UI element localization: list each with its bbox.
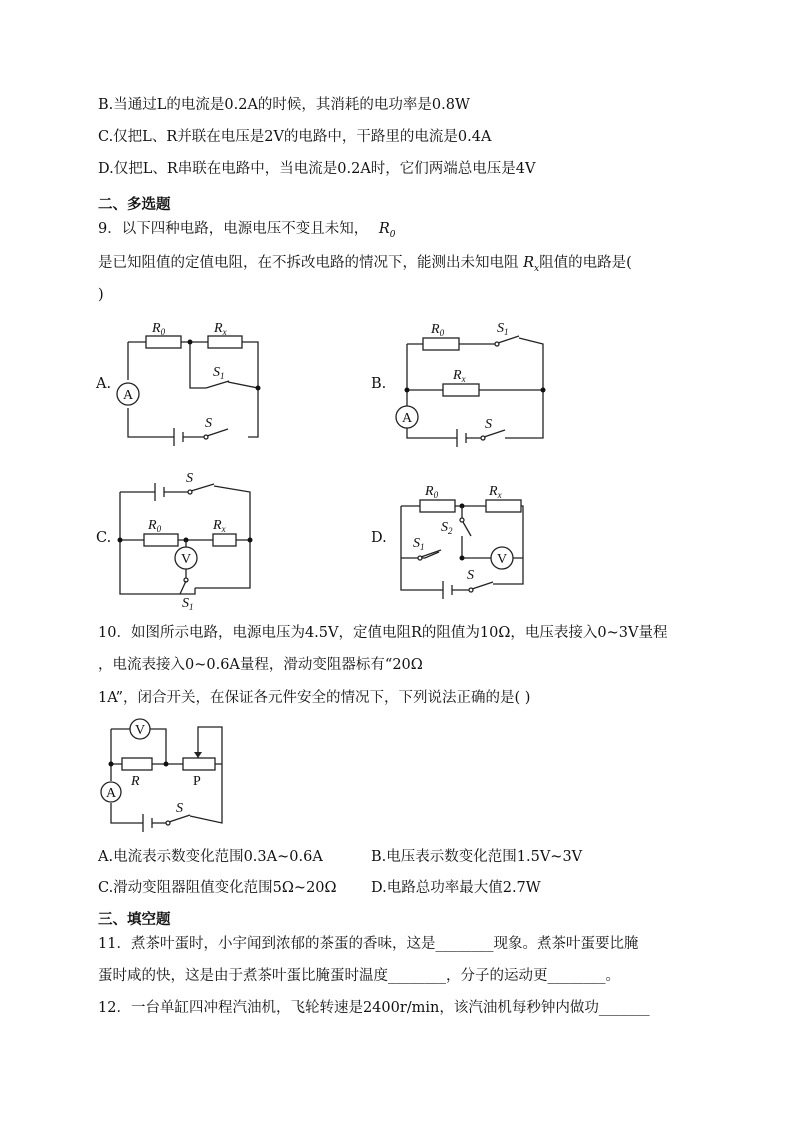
switch-s1 <box>498 336 519 343</box>
svg-text:P: P <box>193 774 201 789</box>
svg-text:S2: $S_2$ <box>441 520 453 536</box>
resistor-rx <box>208 336 242 348</box>
svg-text:S1: $S_1$ <box>182 596 194 612</box>
svg-text:R0: $R_0$ <box>148 518 162 534</box>
svg-text:R: R <box>131 774 140 789</box>
resistor-rx <box>486 500 521 512</box>
q10-option-c: C.滑动变阻器阻值变化范围5Ω~20Ω <box>98 880 337 896</box>
svg-text:S1: $S_1$ <box>413 536 425 552</box>
svg-text:S1: $S_1$ <box>213 365 225 381</box>
svg-text:S: S <box>176 801 183 816</box>
q10-stem-line-3: 1A”，闭合开关，在保证各元件安全的情况下，下列说法正确的是( ) <box>98 690 531 706</box>
svg-text:A: A <box>106 786 117 801</box>
q9-option-c-label: C. <box>96 530 112 546</box>
svg-text:R0: $R_0$ <box>425 484 439 500</box>
q10-stem-line-1: 10．如图所示电路，电源电压为4.5V，定值电阻R的阻值为10Ω，电压表接入0~3V量程 <box>98 625 668 641</box>
svg-text:S: S <box>186 471 193 486</box>
q10-option-d: D.电路总功率最大值2.7W <box>371 880 541 896</box>
switch-s <box>169 815 190 822</box>
section-heading-multiple-choice: 二、多选题 <box>98 197 171 213</box>
switch-s1 <box>180 581 186 594</box>
resistor-r0 <box>423 338 459 350</box>
svg-text:S: S <box>205 416 212 431</box>
svg-text:Rx: $R_x$ <box>453 368 466 384</box>
svg-text:V: V <box>181 552 192 567</box>
resistor-r0 <box>146 336 181 348</box>
q9-stem-line-1 <box>98 219 396 245</box>
resistor-r0 <box>420 500 455 512</box>
q9-option-d-label: D. <box>371 530 387 546</box>
q10-stem-line-2: ，电流表接入0~0.6A量程，滑动变阻器标有“20Ω <box>98 657 423 673</box>
q9-option-b-label: B. <box>371 376 387 392</box>
svg-text:Rx: $R_x$ <box>489 484 502 500</box>
switch-s1 <box>206 381 229 388</box>
q8-option-d: D.仅把L、R串联在电路中，当电流是0.2A时，它们两端总电压是4V <box>98 161 536 177</box>
q10-option-a: A.电流表示数变化范围0.3A~0.6A <box>98 849 323 865</box>
svg-text:S1: $S_1$ <box>497 321 509 337</box>
circuit-diagram-b <box>385 310 555 445</box>
q9-stem-text-2b: 阻值的电路是( <box>539 255 632 271</box>
q9-rx-symbol: $R_x$ <box>523 255 540 274</box>
section-heading-fill-in-blank: 三、填空题 <box>98 912 171 928</box>
resistor-r0 <box>144 534 178 546</box>
svg-text:S: S <box>467 568 474 583</box>
q9-stem-text-2a: 是已知阻值的定值电阻，在不拆改电路的情况下，能测出未知电阻 <box>98 255 519 271</box>
q12-line-1: 12．一台单缸四冲程汽油机，飞轮转速是2400r/min，该汽油机每秒钟内做功_______ <box>98 1000 650 1016</box>
circuit-diagram-a <box>110 310 270 445</box>
q9-stem-text-1: 9．以下四种电路，电源电压不变且未知， <box>98 221 369 237</box>
svg-text:Rx: $R_x$ <box>214 321 227 337</box>
q9-option-a-label: A. <box>96 376 112 392</box>
svg-text:R0: $R_0$ <box>152 321 166 337</box>
q8-option-b: B.当通过L的电流是0.2A的时候，其消耗的电功率是0.8W <box>98 97 470 113</box>
q11-line-1: 11．煮茶叶蛋时，小宇闻到浓郁的茶蛋的香味，这是________现象。煮茶叶蛋要比腌 <box>98 936 639 952</box>
q8-option-c: C.仅把L、R并联在电压是2V的电路中，干路里的电流是0.4A <box>98 129 492 145</box>
resistor-rx <box>443 384 479 396</box>
svg-text:V: V <box>497 552 508 567</box>
q11-line-2: 蛋时咸的快，这是由于煮茶叶蛋比腌蛋时温度________，分子的运动更________。 <box>98 968 620 984</box>
circuit-diagram-c <box>110 468 270 613</box>
svg-text:A: A <box>402 411 413 426</box>
switch-s2 <box>463 522 471 536</box>
svg-text:R0: $R_0$ <box>431 322 445 338</box>
q9-stem-line-3: ) <box>98 287 104 303</box>
rheostat <box>183 758 215 770</box>
q10-option-b: B.电压表示数变化范围1.5V~3V <box>371 849 583 865</box>
svg-text:A: A <box>123 388 134 403</box>
svg-text:S: S <box>485 417 492 432</box>
svg-text:Rx: $R_x$ <box>213 518 226 534</box>
q9-stem-line-2 <box>98 253 632 279</box>
q9-r0-symbol: $R_0$ <box>378 221 396 240</box>
switch-s <box>472 582 493 589</box>
circuit-diagram-q10 <box>98 715 238 830</box>
circuit-diagram-d <box>385 468 555 613</box>
switch-s <box>191 484 214 491</box>
resistor-rx <box>213 534 236 546</box>
resistor-r <box>122 758 152 770</box>
svg-text:V: V <box>135 723 146 738</box>
